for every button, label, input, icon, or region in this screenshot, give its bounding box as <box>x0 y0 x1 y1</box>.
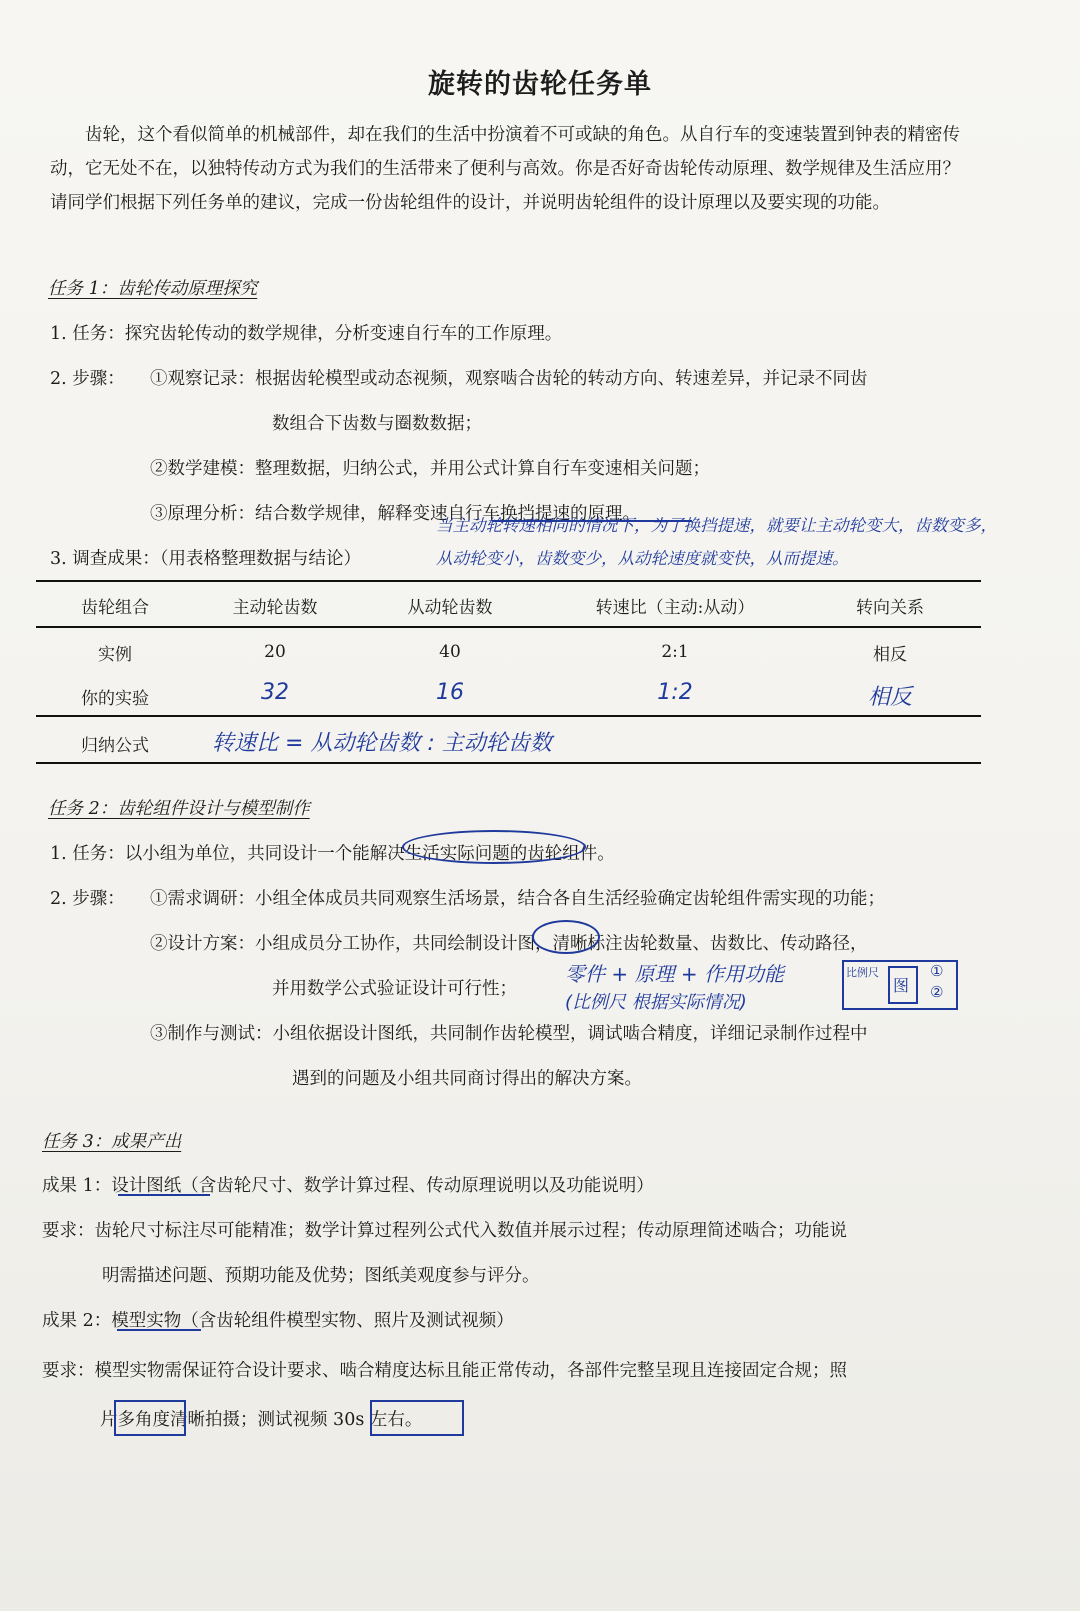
circle-mark-practical-problem <box>402 830 586 864</box>
sketch-drawing-label: 图 <box>893 976 910 995</box>
table-formula-label: 归纳公式 <box>81 736 149 756</box>
sketch-scale-label: 比例尺 <box>846 966 879 979</box>
table-mid-rule <box>36 715 981 717</box>
underline-mark-model <box>117 1329 201 1331</box>
task1-step3: ③原理分析：结合数学规律，解释变速自行车换挡提速的原理。 <box>150 504 640 524</box>
table-header-ratio: 转速比（主动:从动） <box>595 598 755 618</box>
box-mark-30s <box>370 1400 464 1436</box>
task3-result1: 成果 1：设计图纸（含齿轮尺寸、数学计算过程、传动原理说明以及功能说明） <box>42 1176 654 1196</box>
table-row-example-driver: 20 <box>264 642 286 662</box>
task2-steps-label: 2. 步骤： <box>50 889 125 909</box>
table-header-direction: 转向关系 <box>856 598 924 618</box>
table-row-yours-driven: 16 <box>436 680 464 705</box>
table-row-example-label: 实例 <box>98 645 132 665</box>
task2-item1: 1. 任务：以小组为单位，共同设计一个能解决生活实际问题的齿轮组件。 <box>50 844 615 864</box>
table-row-yours-direction: 相反 <box>867 685 912 710</box>
task3-heading: 任务 3：成果产出 <box>42 1132 182 1152</box>
underline-mark-design <box>118 1194 210 1196</box>
task2-step3-line2: 遇到的问题及小组共同商讨得出的解决方案。 <box>292 1069 642 1089</box>
task3-result2: 成果 2：模型实物（含齿轮组件模型实物、照片及测试视频） <box>42 1311 514 1331</box>
task2-step3-line1: ③制作与测试：小组依据设计图纸，共同制作齿轮模型，调试啮合精度，详细记录制作过程中 <box>150 1024 868 1044</box>
handwritten-note-line1: 当主动轮转速相同的情况下，为了换挡提速，就要让主动轮变大，齿数变多， <box>436 516 997 535</box>
table-row-example-driven: 40 <box>439 642 461 662</box>
intro-paragraph: 齿轮，这个看似简单的机械部件，却在我们的生活中扮演着不可或缺的角色。从自行车的变速装置到钟表的精密传动，它无处不在，以独特传动方式为我们的生活带来了便利与高效。你是否好奇齿轮传动原理、数学规律及生活应用？请同学们根据下列任务单的建议，完成一份齿轮组件的设计，并说明齿轮组件的设计原理以及要实现的功能。 <box>50 125 960 213</box>
box-mark-multi-angle <box>114 1400 186 1436</box>
task1-heading: 任务 1：齿轮传动原理探究 <box>48 279 258 299</box>
task3-result2-req-line2: 片多角度清晰拍摄；测试视频 30s 左右。 <box>100 1410 423 1430</box>
task1-step2: ②数学建模：整理数据，归纳公式，并用公式计算自行车变速相关问题； <box>150 459 710 479</box>
table-header-driven: 从动轮齿数 <box>407 598 493 618</box>
table-bottom-rule <box>36 762 981 764</box>
sketch-number-2: ② <box>930 983 944 1001</box>
sketch-number-1: ① <box>930 962 944 980</box>
task1-step1-line2: 数组合下齿数与圈数数据； <box>272 414 482 434</box>
table-row-yours-driver: 32 <box>261 680 289 705</box>
task1-item3: 3. 调查成果：（用表格整理数据与结论） <box>50 549 362 569</box>
page-title: 旋转的齿轮任务单 <box>428 69 652 100</box>
task1-step1-line1: ①观察记录：根据齿轮模型或动态视频，观察啮合齿轮的转动方向、转速差异，并记录不同齿 <box>150 369 868 389</box>
handwritten-parts-note: 零件 + 原理 + 作用功能 <box>565 962 784 986</box>
circle-mark-design-drawing <box>532 920 600 954</box>
task3-result1-req-line1: 要求：齿轮尺寸标注尽可能精准；数学计算过程列公式代入数值并展示过程；传动原理简述啮合；功能说 <box>42 1221 847 1241</box>
task2-step1: ①需求调研：小组全体成员共同观察生活场景，结合各自生活经验确定齿轮组件需实现的功能； <box>150 889 885 909</box>
task1-item1: 1. 任务：探究齿轮传动的数学规律，分析变速自行车的工作原理。 <box>50 324 563 344</box>
task2-step2-line2: 并用数学公式验证设计可行性； <box>272 979 517 999</box>
task1-steps-label: 2. 步骤： <box>50 369 125 389</box>
task2-heading: 任务 2：齿轮组件设计与模型制作 <box>48 799 310 819</box>
task3-result2-req-line1: 要求：模型实物需保证符合设计要求、啮合精度达标且能正常传动，各部件完整呈现且连接固定合规；照 <box>42 1361 847 1381</box>
table-header-rule <box>36 626 981 628</box>
table-header-combo: 齿轮组合 <box>81 598 149 618</box>
handwritten-note-line2: 从动轮变小，齿数变少，从动轮速度就变快，从而提速。 <box>436 549 849 568</box>
task3-result1-req-line2: 明需描述问题、预期功能及优势；图纸美观度参与评分。 <box>102 1266 540 1286</box>
table-row-yours-label: 你的实验 <box>81 689 149 709</box>
handwritten-scale-note: (比例尺 根据实际情况) <box>565 992 747 1013</box>
task2-step2-line1: ②设计方案：小组成员分工协作，共同绘制设计图，清晰标注齿轮数量、齿数比、传动路径， <box>150 934 868 954</box>
table-row-example-ratio: 2:1 <box>661 642 689 662</box>
table-row-example-direction: 相反 <box>873 645 907 665</box>
table-formula-value: 转速比 = 从动轮齿数 : 主动轮齿数 <box>212 731 552 756</box>
table-row-yours-ratio: 1:2 <box>657 680 693 705</box>
table-header-driver: 主动轮齿数 <box>232 598 318 618</box>
table-top-rule <box>36 580 981 582</box>
